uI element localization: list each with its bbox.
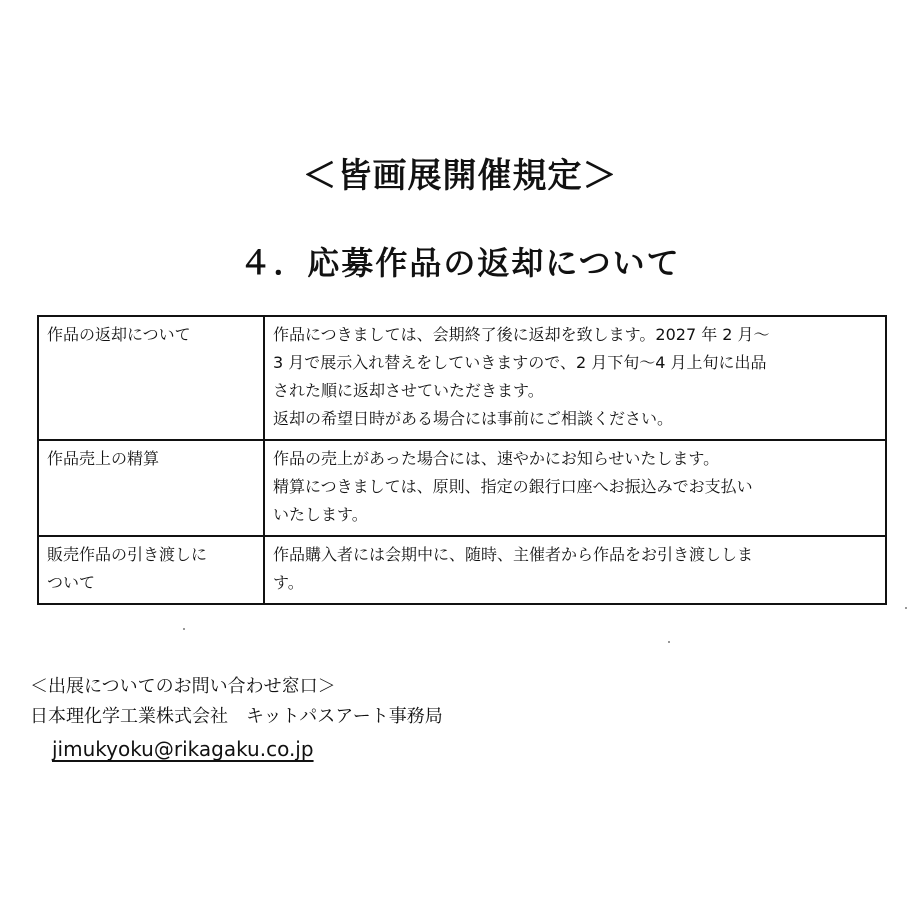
row-content — [264, 536, 886, 604]
row-label-line: 販売作品の引き渡しに — [47, 545, 208, 564]
scan-speck — [905, 607, 907, 609]
row-content-line: 作品購入者には会期中に、随時、主催者から作品をお引き渡ししま — [273, 545, 754, 564]
row-content-line: す。 — [273, 573, 304, 592]
document-title: ＜皆画展開催規定＞ — [302, 156, 618, 196]
contact-heading: ＜出展についてのお問い合わせ窓口＞ — [30, 676, 336, 697]
rules-table — [37, 315, 887, 605]
row-label-line: 作品の返却について — [47, 325, 191, 344]
table-row — [38, 440, 886, 536]
row-content-line: 作品につきましては、会期終了後に返却を致します。2027 年 2 月～ — [273, 325, 770, 344]
row-label-line: 作品売上の精算 — [47, 449, 160, 468]
row-content — [264, 316, 886, 440]
row-content — [264, 440, 886, 536]
row-content-line: 精算につきましては、原則、指定の銀行口座へお振込みでお支払い — [273, 477, 753, 496]
scan-speck — [183, 628, 185, 630]
scan-speck — [668, 641, 670, 643]
row-label-line: ついて — [47, 573, 96, 592]
section-title: ４．応募作品の返却について — [239, 244, 681, 282]
row-label — [38, 316, 264, 440]
table-row — [38, 316, 886, 440]
row-label — [38, 440, 264, 536]
row-content-line: 返却の希望日時がある場合には事前にご相談ください。 — [273, 409, 674, 428]
contact-block — [30, 672, 443, 766]
row-content-line: 作品の売上があった場合には、速やかにお知らせいたします。 — [273, 449, 720, 468]
row-content-line: 3 月で展示入れ替えをしていきますので、2 月下旬～4 月上旬に出品 — [273, 353, 767, 372]
contact-organization: 日本理化学工業株式会社 キットパスアート事務局 — [30, 706, 443, 727]
contact-email-link[interactable]: jimukyoku@rikagaku.co.jp — [52, 737, 314, 761]
row-label — [38, 536, 264, 604]
table-row — [38, 536, 886, 604]
row-content-line: された順に返却させていただきます。 — [273, 381, 544, 400]
row-content-line: いたします。 — [273, 505, 368, 524]
